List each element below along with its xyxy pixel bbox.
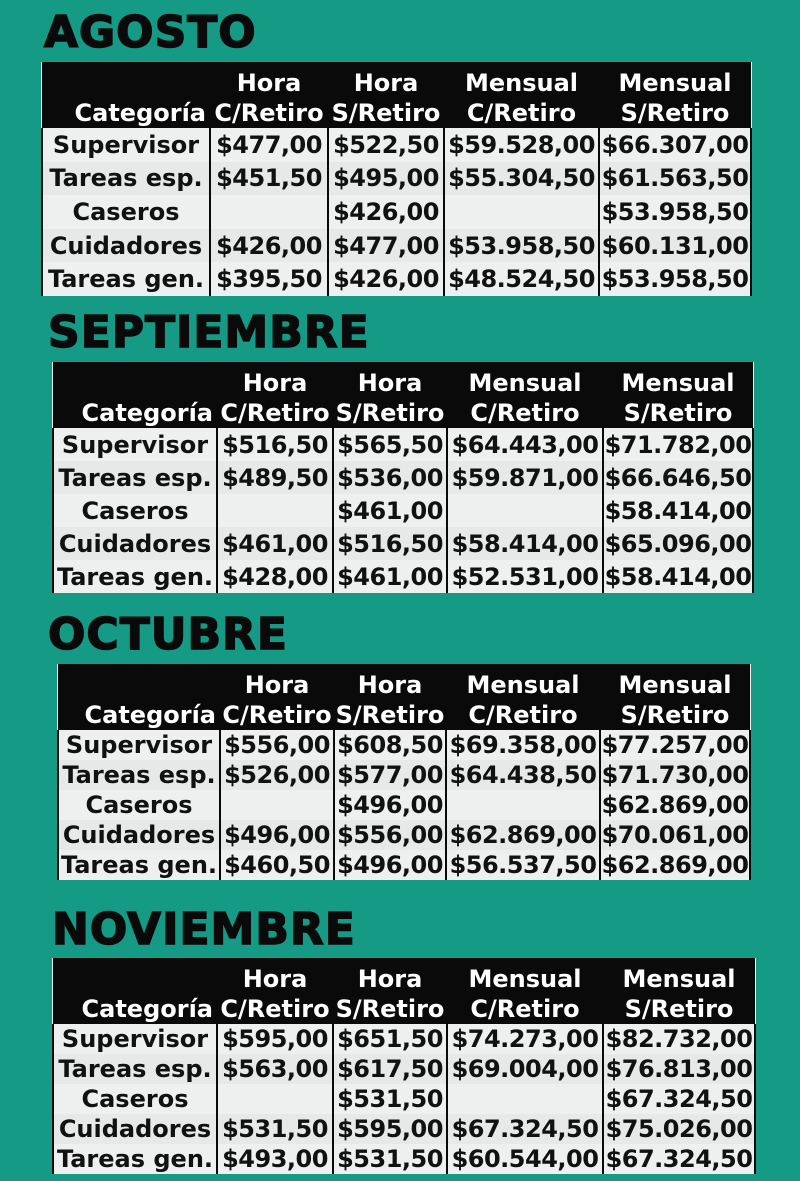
- category-cell: Tareas gen.: [42, 262, 210, 296]
- value-cell: $461,00: [217, 527, 333, 560]
- value-cell: $565,50: [333, 428, 447, 461]
- value-cell: $461,00: [333, 560, 447, 593]
- month-title-noviembre: NOVIEMBRE: [52, 904, 356, 955]
- table-row: [53, 560, 753, 593]
- table-row: [53, 1024, 755, 1054]
- table-row: [53, 461, 753, 494]
- value-cell: $58.414,00: [603, 494, 753, 527]
- value-cell: $595,00: [333, 1114, 447, 1144]
- category-cell: Supervisor: [53, 1024, 217, 1054]
- value-cell: $477,00: [328, 229, 444, 263]
- value-cell: $477,00: [210, 128, 328, 162]
- header-cell: C/Retiro: [220, 700, 334, 730]
- header-row: [42, 62, 751, 98]
- value-cell: $82.732,00: [603, 1024, 755, 1054]
- value-cell: $70.061,00: [601, 821, 749, 849]
- header-cell: C/Retiro: [444, 98, 599, 128]
- value-cell: $58.414,00: [603, 560, 753, 593]
- table-row: [53, 1054, 755, 1084]
- value-cell: $496,00: [220, 820, 334, 850]
- header-cell: C/Retiro: [217, 994, 333, 1024]
- category-cell: Tareas gen.: [58, 850, 220, 880]
- value-cell: $516,50: [333, 527, 447, 560]
- value-cell: $595,00: [217, 1024, 333, 1054]
- value-cell: $493,00: [217, 1144, 333, 1174]
- value-cell: $61.563,50: [599, 162, 751, 196]
- value-cell: $53.958,50: [599, 195, 751, 229]
- value-cell: $59.871,00: [447, 461, 603, 494]
- value-cell: $71.782,00: [603, 428, 753, 461]
- header-cell: C/Retiro: [446, 700, 600, 730]
- table-row: [42, 229, 751, 263]
- table-row: [42, 195, 751, 229]
- category-cell: Caseros: [42, 195, 210, 229]
- header-row: [58, 664, 750, 700]
- category-cell: Caseros: [53, 494, 217, 527]
- value-cell: $428,00: [217, 560, 333, 593]
- month-title-septiembre: SEPTIEMBRE: [48, 307, 370, 358]
- header-cell: Categoría: [53, 398, 217, 428]
- table-row: [53, 1114, 755, 1144]
- header-cell: [58, 664, 220, 700]
- table-row: [58, 820, 750, 850]
- table-row: [58, 760, 750, 790]
- value-cell: [220, 790, 334, 820]
- header-cell: Mensual: [600, 664, 750, 700]
- rates-table-septiembre: [52, 362, 754, 593]
- header-cell: Hora: [333, 958, 447, 994]
- value-cell: $65.096,00: [603, 527, 753, 560]
- value-cell: $536,00: [333, 461, 447, 494]
- header-cell: S/Retiro: [335, 701, 445, 729]
- category-cell: Tareas gen.: [53, 560, 217, 593]
- header-cell: S/Retiro: [328, 98, 444, 128]
- header-cell: C/Retiro: [447, 398, 603, 428]
- value-cell: $496,00: [334, 790, 446, 820]
- header-cell: Mensual: [444, 62, 599, 98]
- value-cell: [446, 790, 600, 820]
- value-cell: $62.869,00: [601, 791, 749, 819]
- value-cell: $77.257,00: [601, 731, 749, 759]
- header-cell: Mensual: [603, 958, 755, 994]
- header-cell: C/Retiro: [210, 98, 328, 128]
- value-cell: $62.869,00: [601, 851, 749, 879]
- header-cell: S/Retiro: [603, 994, 755, 1024]
- category-cell: Supervisor: [42, 128, 210, 162]
- header-cell: Hora: [217, 958, 333, 994]
- header-cell: Hora: [328, 62, 444, 98]
- value-cell: $531,50: [333, 1144, 447, 1174]
- table-row: [53, 527, 753, 560]
- value-cell: $53.958,50: [444, 229, 599, 263]
- table-row: [42, 262, 751, 296]
- value-cell: $60.131,00: [599, 229, 751, 263]
- table-row: [58, 850, 750, 880]
- category-cell: Supervisor: [53, 428, 217, 461]
- header-row: [58, 700, 750, 730]
- header-cell: Hora: [217, 362, 333, 398]
- header-row: [53, 398, 753, 428]
- table-row: [53, 428, 753, 461]
- value-cell: [444, 195, 599, 229]
- month-title-agosto: AGOSTO: [44, 7, 257, 58]
- value-cell: $496,00: [334, 850, 446, 880]
- category-cell: Cuidadores: [42, 229, 210, 263]
- category-cell: Caseros: [53, 1084, 217, 1114]
- header-cell: Mensual: [447, 958, 603, 994]
- value-cell: $62.869,00: [446, 820, 600, 850]
- category-cell: Tareas esp.: [58, 760, 220, 790]
- header-cell: Mensual: [446, 664, 600, 700]
- category-cell: Supervisor: [58, 730, 220, 760]
- value-cell: [447, 1084, 603, 1114]
- value-cell: $563,00: [217, 1054, 333, 1084]
- value-cell: $67.324,50: [603, 1084, 755, 1114]
- value-cell: $516,50: [217, 428, 333, 461]
- header-cell: Hora: [333, 362, 447, 398]
- value-cell: $426,00: [328, 262, 444, 296]
- value-cell: $489,50: [217, 461, 333, 494]
- value-cell: [210, 195, 328, 229]
- category-cell: Cuidadores: [58, 820, 220, 850]
- header-cell: Mensual: [447, 362, 603, 398]
- value-cell: [217, 494, 333, 527]
- value-cell: $426,00: [328, 195, 444, 229]
- header-cell: S/Retiro: [599, 98, 751, 128]
- header-cell: Categoría: [42, 98, 210, 128]
- value-cell: $69.358,00: [446, 730, 600, 760]
- table-row: [58, 730, 750, 760]
- header-cell: Categoría: [53, 994, 217, 1024]
- category-cell: Tareas esp.: [53, 461, 217, 494]
- header-cell: Hora: [210, 62, 328, 98]
- value-cell: $451,50: [210, 162, 328, 196]
- header-row: [53, 994, 755, 1024]
- header-cell: S/Retiro: [600, 700, 750, 730]
- value-cell: $522,50: [328, 128, 444, 162]
- table-row: [53, 1084, 755, 1114]
- value-cell: $461,00: [333, 494, 447, 527]
- category-cell: Tareas esp.: [42, 162, 210, 196]
- table-row: [58, 790, 750, 820]
- header-cell: S/Retiro: [333, 994, 447, 1024]
- header-cell: C/Retiro: [217, 398, 333, 428]
- header-cell: Categoría: [58, 700, 220, 730]
- month-title-octubre: OCTUBRE: [48, 609, 288, 660]
- header-cell: Mensual: [603, 362, 753, 398]
- rates-table-noviembre: [52, 958, 756, 1174]
- table-row: [42, 128, 751, 162]
- value-cell: $395,50: [210, 262, 328, 296]
- value-cell: $495,00: [328, 162, 444, 196]
- value-cell: $67.324,50: [603, 1144, 755, 1174]
- value-cell: $59.528,00: [444, 128, 599, 162]
- value-cell: $651,50: [333, 1024, 447, 1054]
- table-row: [53, 494, 753, 527]
- value-cell: $617,50: [333, 1054, 447, 1084]
- category-cell: Tareas gen.: [53, 1144, 217, 1174]
- value-cell: $66.646,50: [603, 461, 753, 494]
- category-cell: Tareas esp.: [53, 1054, 217, 1084]
- value-cell: $67.324,50: [447, 1114, 603, 1144]
- value-cell: $608,50: [334, 730, 446, 760]
- category-cell: Cuidadores: [53, 527, 217, 560]
- header-cell: [53, 362, 217, 398]
- header-row: [53, 362, 753, 398]
- value-cell: $66.307,00: [599, 128, 751, 162]
- value-cell: $48.524,50: [444, 262, 599, 296]
- value-cell: [447, 494, 603, 527]
- value-cell: $74.273,00: [447, 1024, 603, 1054]
- category-cell: Cuidadores: [53, 1114, 217, 1144]
- value-cell: $426,00: [210, 229, 328, 263]
- value-cell: $531,50: [333, 1084, 447, 1114]
- table-row: [42, 162, 751, 196]
- header-cell: S/Retiro: [603, 398, 753, 428]
- value-cell: $55.304,50: [444, 162, 599, 196]
- rates-table-octubre: [57, 664, 751, 880]
- value-cell: $577,00: [334, 760, 446, 790]
- value-cell: $53.958,50: [599, 262, 751, 296]
- value-cell: $64.438,50: [446, 760, 600, 790]
- header-cell: C/Retiro: [447, 994, 603, 1024]
- header-cell: Hora: [334, 664, 446, 700]
- value-cell: $60.544,00: [447, 1144, 603, 1174]
- header-cell: Mensual: [599, 62, 751, 98]
- header-cell: [53, 958, 217, 994]
- category-cell: Caseros: [58, 790, 220, 820]
- header-cell: [42, 62, 210, 98]
- value-cell: $75.026,00: [603, 1114, 755, 1144]
- value-cell: $52.531,00: [447, 560, 603, 593]
- rates-table-agosto: [41, 62, 752, 296]
- value-cell: $460,50: [220, 850, 334, 880]
- value-cell: $58.414,00: [447, 527, 603, 560]
- value-cell: $526,00: [220, 760, 334, 790]
- header-cell: Hora: [220, 664, 334, 700]
- value-cell: $556,00: [334, 820, 446, 850]
- value-cell: $64.443,00: [447, 428, 603, 461]
- value-cell: $76.813,00: [603, 1054, 755, 1084]
- value-cell: [217, 1084, 333, 1114]
- header-cell: S/Retiro: [333, 398, 447, 428]
- value-cell: $71.730,00: [601, 761, 749, 789]
- value-cell: $556,00: [220, 730, 334, 760]
- value-cell: $531,50: [217, 1114, 333, 1144]
- header-row: [53, 958, 755, 994]
- value-cell: $56.537,50: [446, 850, 600, 880]
- value-cell: $69.004,00: [447, 1054, 603, 1084]
- header-row: [42, 98, 751, 128]
- table-row: [53, 1144, 755, 1174]
